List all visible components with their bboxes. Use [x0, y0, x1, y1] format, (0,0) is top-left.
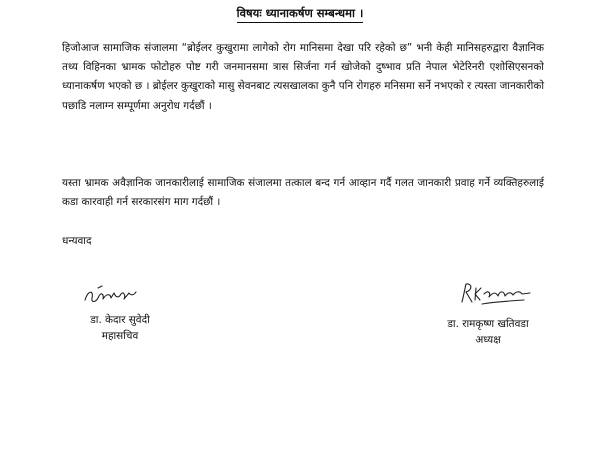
left-signatory-name: डा. केदार सुवेदी: [90, 314, 150, 326]
left-signatory-block: [70, 312, 170, 344]
left-signatory-title: महासचिव: [101, 330, 139, 342]
right-signatory-title: अध्यक्ष: [475, 334, 501, 346]
body-paragraph-1: हिजोआज सामाजिक संजालमा “ब्रोईलर कुखुरामा लागेको रोग मानिसमा देखा परि रहेको छ” भनी केही मानिसहरुद्वारा वैज्ञानिक तथ्य विहिनका भ्रामक फोटोहरु पोष्ट गरी जनमानसमा त्रास सिर्जना गर्न खोजेको दुष्भाव प्रति नेपाल भेटेरिनरी एशोसिएसनको ध्यानाकर्षण भएको छ । ब्रोईलर कुखुराको मासु सेवनबाट त्यसखालका कुनै पनि रोगहरु मनिसमा सर्ने नभएको र त्यस्ता जानकारीको पछाडि नलाग्न सम्पूर्णमा अनुरोध गर्दछौं ।: [62, 42, 545, 112]
right-signatory-block: [428, 316, 548, 348]
subject-line: [0, 6, 600, 23]
body-paragraph-2: यस्ता भ्रामक अवैज्ञानिक जानकारीलाई सामाजिक संजालमा तत्काल बन्द गर्न आव्हान गर्दै गलत जानकारी प्रवाह गर्ने व्यक्तिहरुलाई कडा कारवाही गर्न सरकारसंग माग गर्दछौं ।: [62, 177, 544, 209]
right-signature-icon: [458, 280, 538, 314]
right-signatory-name: डा. रामकृष्ण खतिवडा: [447, 318, 529, 330]
subject-text: विषयः ध्यानाकर्षण सम्बन्धमा ।: [237, 6, 364, 23]
left-signature-icon: [82, 282, 142, 314]
closing-text: धन्यवाद: [62, 235, 92, 247]
